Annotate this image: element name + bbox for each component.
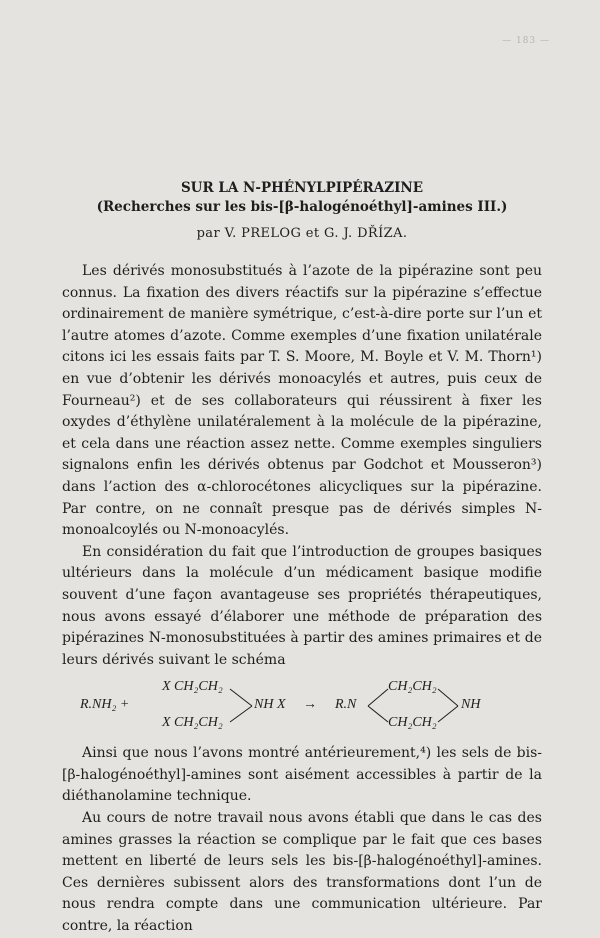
article-body — [62, 180, 542, 938]
scheme-arrow: → — [303, 697, 317, 713]
article-subtitle: (Recherches sur les bis-[β-halogénoéthyl]-amines III.) — [96, 199, 508, 215]
paragraph-1: Les dérivés monosubstitués à l’azote de la pipérazine sont peu connus. La fixation des divers réactifs sur la pipérazine s’effectue ordinairement de manière symétrique, c’est-à-dire porte sur l’un et l’autre atomes d’azote. Comme exemples d’une fixation unilatérale citons ici les essais faits par T. S. Moore, M. Boyle et V. M. Thorn¹) en vue d’obtenir les dérivés monoacylés et autres, puis ceux de Fourneau²) et de ses collaborateurs qui réussirent à fixer les oxydes d’éthylène unilatéralement à la molécule de la pipérazine, et cela dans une réaction assez nette. Comme exemples singuliers signalons enfin les dérivés obtenus par Godchot et Mousseron³) dans l’action des α-chlorocétones alicycliques sur la pipérazine. Par contre, on ne connaît presque pas de dérivés simples N-monoalcoylés ou N-monoacylés. — [62, 263, 542, 539]
article-title: SUR LA N-PHÉNYLPIPÉRAZINE — [180, 180, 424, 196]
paragraph-3: Ainsi que nous l’avons montré antérieurement,⁴) les sels de bis-[β-halogénoéthyl]-amines sont aisément accessibles à partir de la diéthanolamine technique. — [62, 745, 542, 805]
scheme-ring-top: CH₂CH₂ — [388, 679, 437, 695]
scheme-arm-top: X CH₂CH₂ — [162, 679, 223, 695]
page-number-mark: — 183 — — [502, 36, 550, 46]
author-line: par V. PRELOG et G. J. DŘÍZA. — [196, 226, 408, 241]
reaction-scheme — [62, 679, 542, 735]
scheme-arm-bottom: X CH₂CH₂ — [162, 715, 223, 731]
scheme-product-n: R.N — [335, 697, 357, 713]
paragraph-4: Au cours de notre travail nous avons établi que dans le cas des amines grasses la réaction se complique par le fait que ces bases mettent en liberté de leurs sels les bis-[β-halogénoéthyl]-amines. Ces dernières subissent alors des transformations dont l’un de nous rendra compte dans une communication ultérieure. Par contre, la réaction — [62, 810, 542, 935]
paragraph-2: En considération du fait que l’introduction de groupes basiques ultérieurs dans la molécule d’un médicament basique modifie souvent d’une façon avantageuse ses propriétés thérapeutiques, nous avons essayé d’élaborer une méthode de préparation des pipérazines N-monosubstituées à partir des amines primaires et de leurs dérivés suivant le schéma — [62, 543, 542, 668]
scheme-ring-bottom: CH₂CH₂ — [388, 715, 437, 731]
scheme-nh-right: NH — [461, 697, 481, 713]
scheme-nh-left: NH X — [254, 697, 286, 713]
scheme-reactant: R.NH₂ + — [80, 697, 130, 713]
